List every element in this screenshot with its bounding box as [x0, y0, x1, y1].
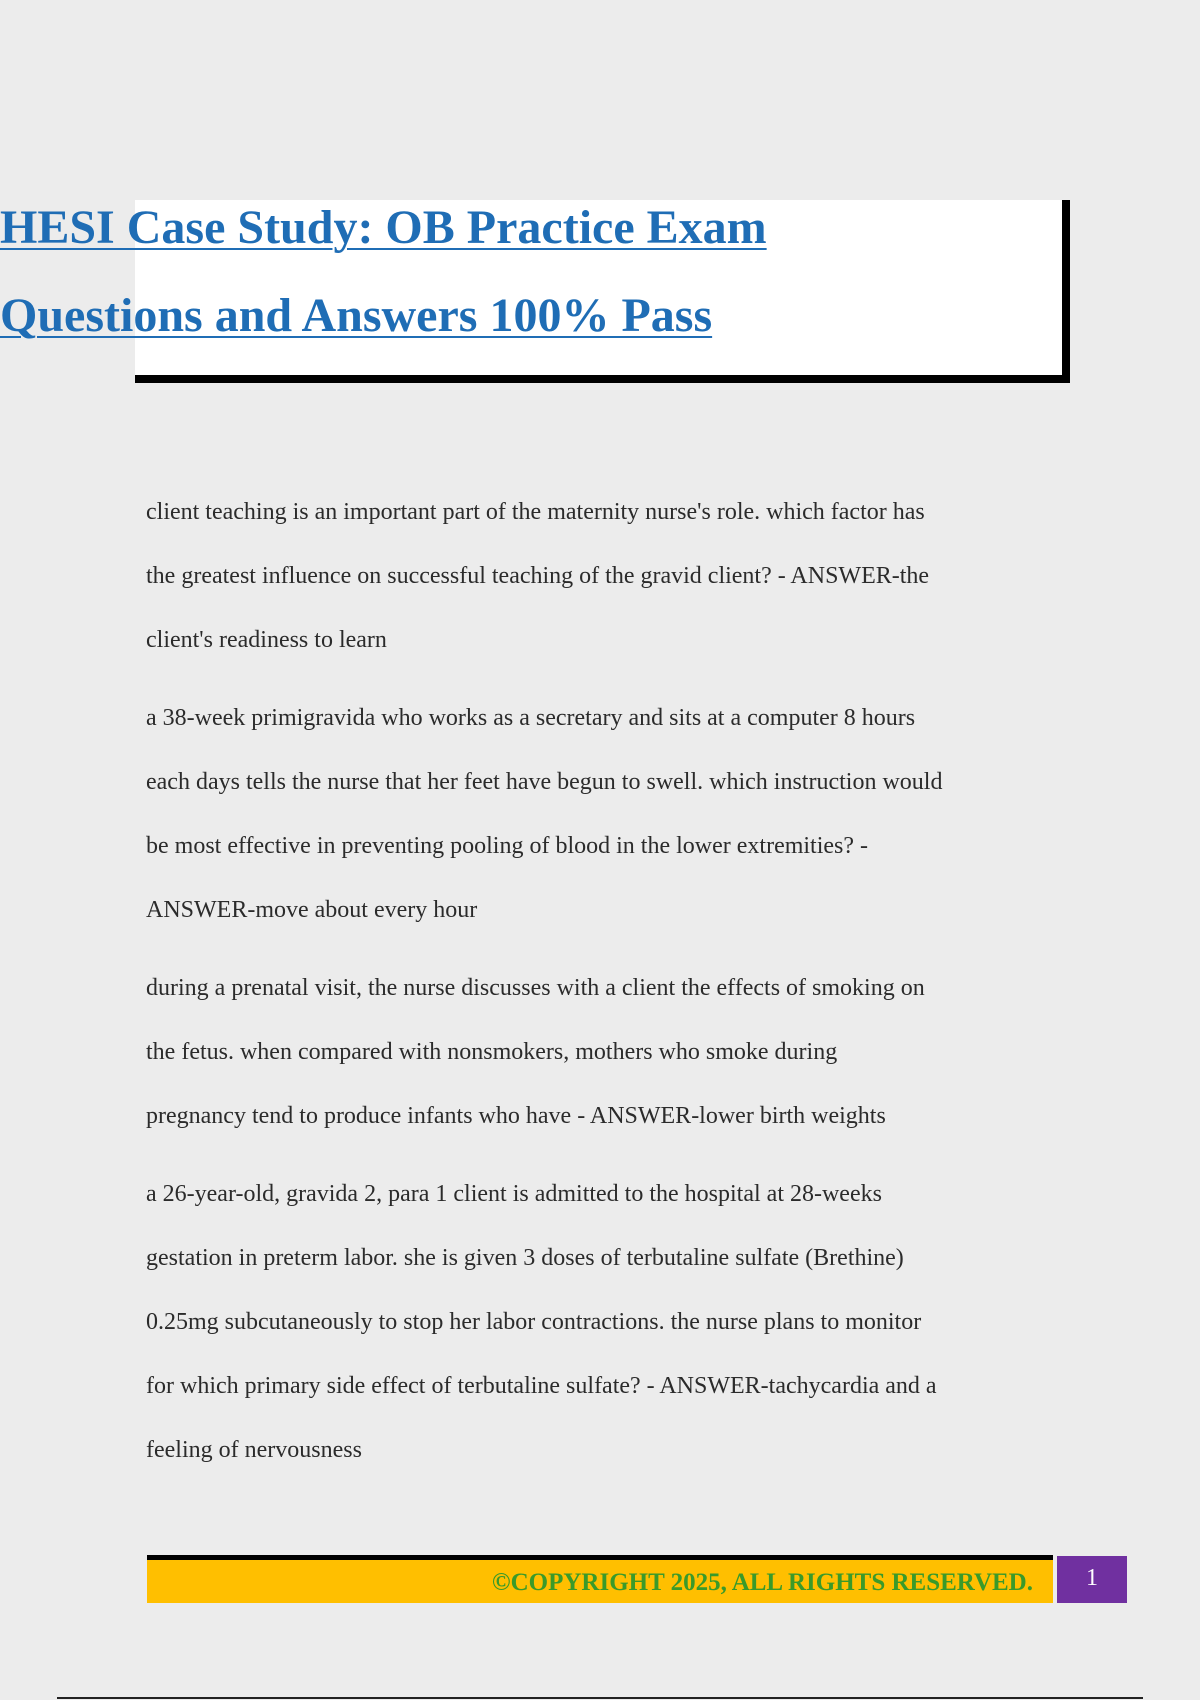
qa-list — [146, 480, 1066, 1496]
qa-item-3: during a prenatal visit, the nurse discusses with a client the effects of smoking on the fetus. when compared with nonsmokers, mothers who smoke during pregnancy tend to produce infants who have - ANSWER-lower birth weights — [146, 975, 925, 1129]
qa-item-1: client teaching is an important part of the maternity nurse's role. which factor has the greatest influence on successful teaching of the gravid client? - ANSWER-the client's readiness to learn — [146, 499, 930, 653]
qa-item-2: a 38-week primigravida who works as a secretary and sits at a computer 8 hours each days tells the nurse that her feet have begun to swell. which instruction would be most effective in preventing pooling of blood in the lower extremities? - ANSWER-move about every hour — [146, 705, 943, 923]
document-title-line-1: HESI Case Study: OB Practice Exam — [0, 201, 767, 254]
copyright-text: ©COPYRIGHT 2025, ALL RIGHTS RESERVED. — [491, 1569, 1033, 1596]
document-title-line-2: Questions and Answers 100% Pass — [0, 289, 713, 342]
footer-bar — [147, 1555, 1053, 1603]
page-number: 1 — [1057, 1556, 1127, 1603]
bottom-divider — [57, 1697, 1143, 1699]
qa-item-4: a 26-year-old, gravida 2, para 1 client is admitted to the hospital at 28-weeks gestation in preterm labor. she is given 3 doses of terbutaline sulfate (Brethine) 0.25mg subcutaneously to stop her labor contractions. the nurse plans to monitor for which primary side effect of terbutaline sulfate? - ANSWER-tachycardia and a feeling of nervousness — [146, 1181, 937, 1463]
